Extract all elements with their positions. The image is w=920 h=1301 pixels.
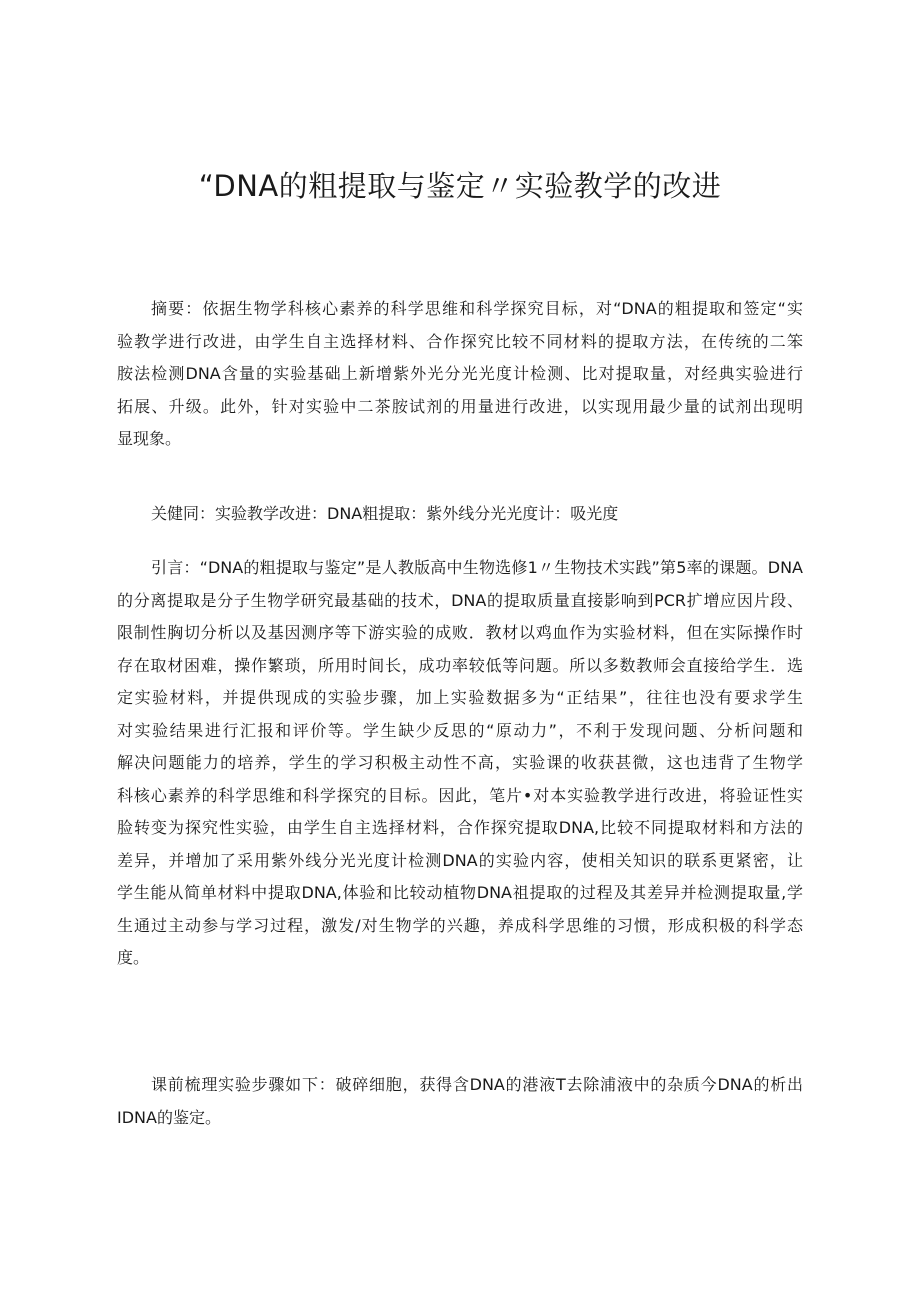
intro-line: 科核心素养的科学思维和科学探究的目标。因此，笔片•对本实验教学进行改进，将验证性实: [117, 785, 803, 805]
abstract-paragraph: [117, 293, 803, 456]
steps-paragraph: [117, 1069, 803, 1134]
abstract-line: 胺法检测DNA含量的实验基础上新增紫外光分光光度计检测、比对提取量，对经典实验进行: [117, 364, 803, 383]
intro-line: 引言：“DNA的粗提取与鉴定”是人教版高中生物选修1〃生物技术实践”第5率的课题。DNA: [151, 558, 803, 577]
intro-line: 学生能从简单材料中提取DNA,体验和比较动植物DNA祖提取的过程及其差异并检测提取量,学: [117, 883, 803, 902]
intro-line: 度。: [117, 948, 150, 967]
abstract-line: 显现象。: [117, 429, 182, 448]
intro-line: 定实验材料，并提供现成的实验步骤，加上实验数据多为“正结果”，往往也没有要求学生: [117, 688, 803, 707]
abstract-line: 摘要：依据生物学科核心素养的科学思维和科学探究目标，对“DNA的粗提取和签定“实: [151, 299, 803, 318]
steps-line: 课前梳理实验步骤如下：破碎细胞，获得含DNA的港液T去除浦液中的杂质今DNA的析出: [151, 1075, 803, 1094]
steps-line: IDNA的鉴定。: [117, 1107, 221, 1127]
intro-line: 脸转变为探究性实验，由学生自主选择材料，合作探究提取DNA,比较不同提取材料和方法的: [117, 818, 803, 837]
keywords-line: 关健同：实验教学改进：DNA粗提取：紫外线分光光度计：吸光度: [151, 504, 619, 523]
intro-line: 解决问题能力的培养，学生的学习积极主动性不高，实验课的收获甚微，这也违背了生物学: [117, 753, 803, 772]
introduction-paragraph: [117, 552, 803, 975]
intro-line: 的分离提取是分子生物学研究最基础的技术，DNA的提取质量直接影响到PCR扩增应因片段、: [117, 590, 803, 610]
intro-line: 差异，并增加了采用紫外线分光光度计检测DNA的实验内容，使相关知识的联系更紧密，让: [117, 850, 803, 870]
intro-line: 存在取材困难，操作繁琐，所用时间长，成功率较低等问题。所以多数教师会直接给学生．选: [117, 655, 803, 675]
abstract-line: 验教学进行改进，由学生自主选择材料、合作探究比较不同材料的提取方法，在传统的二笨: [117, 331, 803, 351]
document-title: “DNA的粗提取与鉴定〃实验教学的改进: [198, 169, 722, 203]
intro-line: 生通过主动参与学习过程，激发/对生物学的兴趣，养成科学思维的习惯，形成积极的科学态: [117, 915, 803, 935]
abstract-line: 拓展、升级。此外，针对实验中二茶胺试剂的用量进行改进，以实现用最少量的试剂出现明: [117, 396, 803, 416]
keywords-paragraph: [117, 498, 803, 531]
intro-line: 对实验结果进行汇报和评价等。学生缺少反思的“原动力”，不利于发现问题、分析问题和: [117, 720, 803, 740]
intro-line: 限制性胸切分析以及基因测序等下游实验的成败．教材以鸡血作为实验材料，但在实际操作时: [117, 623, 803, 642]
